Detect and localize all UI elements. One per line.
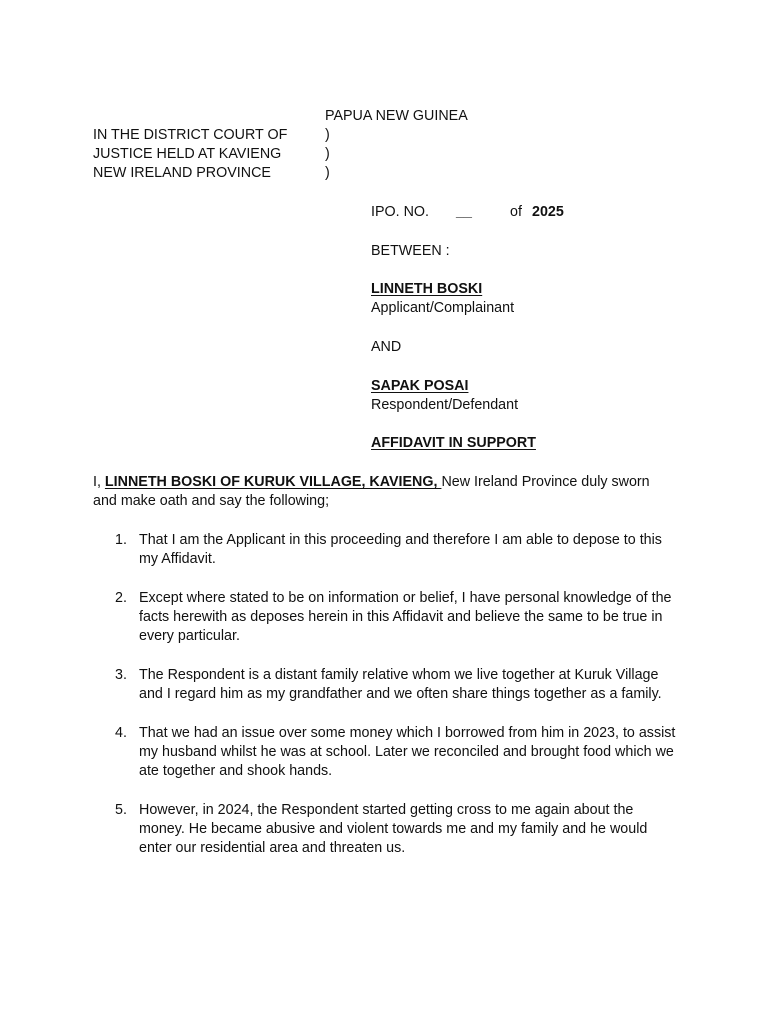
case-year: 2025: [532, 204, 564, 220]
applicant-name: LINNETH BOSKI: [371, 281, 483, 297]
between-label: BETWEEN :: [371, 243, 450, 259]
country-heading: PAPUA NEW GUINEA: [325, 108, 468, 124]
item-text: That I am the Applicant in this proceeding and therefore I am able to depose to this my Affidavit.: [139, 532, 662, 567]
item-text: However, in 2024, the Respondent started getting cross to me again about the money. He became abusive and violent towards me and my family and he would enter our residential area and threaten us.: [139, 802, 648, 856]
intro-name-place: LINNETH BOSKI OF KURUK VILLAGE, KAVIENG,: [104, 474, 442, 490]
intro-paragraph: [93, 473, 663, 511]
document-title: AFFIDAVIT IN SUPPORT: [371, 435, 536, 451]
list-item: [93, 666, 683, 704]
item-number: 1.: [115, 532, 127, 548]
court-line-2: JUSTICE HELD AT KAVIENG: [93, 146, 282, 162]
ipo-number: __: [456, 204, 472, 220]
bracket-1: ): [325, 127, 330, 143]
ipo-label: IPO. NO.: [371, 204, 429, 220]
item-number: 4.: [115, 725, 127, 741]
item-text: That we had an issue over some money which I borrowed from him in 2023, to assist my husband whilst he was at school. Later we reconciled and brought food which we ate together and shook hands.: [139, 725, 676, 779]
list-item: [93, 724, 683, 781]
respondent-name: SAPAK POSAI: [371, 378, 469, 394]
list-item: [93, 801, 683, 858]
court-line-1: IN THE DISTRICT COURT OF: [93, 127, 288, 143]
item-number: 5.: [115, 802, 127, 818]
item-text: The Respondent is a distant family relative whom we live together at Kuruk Village and I regard him as my grandfather and we often share things together as a family.: [139, 667, 662, 702]
intro-prefix: I,: [93, 474, 105, 490]
respondent-role: Respondent/Defendant: [371, 397, 519, 413]
bracket-2: ): [325, 146, 330, 162]
court-line-3: NEW IRELAND PROVINCE: [93, 165, 271, 181]
item-text: Except where stated to be on information or belief, I have personal knowledge of the facts herewith as deposes herein in this Affidavit and believe the same to be true in every particular.: [139, 590, 672, 644]
applicant-role: Applicant/Complainant: [371, 300, 515, 316]
of-label: of: [510, 204, 522, 220]
item-number: 3.: [115, 667, 127, 683]
and-label: AND: [371, 339, 402, 355]
intro-rest: New Ireland Province duly sworn and make oath and say the following;: [93, 474, 650, 509]
list-item: [93, 589, 683, 646]
bracket-3: ): [325, 165, 330, 181]
list-item: [93, 531, 683, 569]
facts-list: [93, 531, 683, 878]
item-number: 2.: [115, 590, 127, 606]
